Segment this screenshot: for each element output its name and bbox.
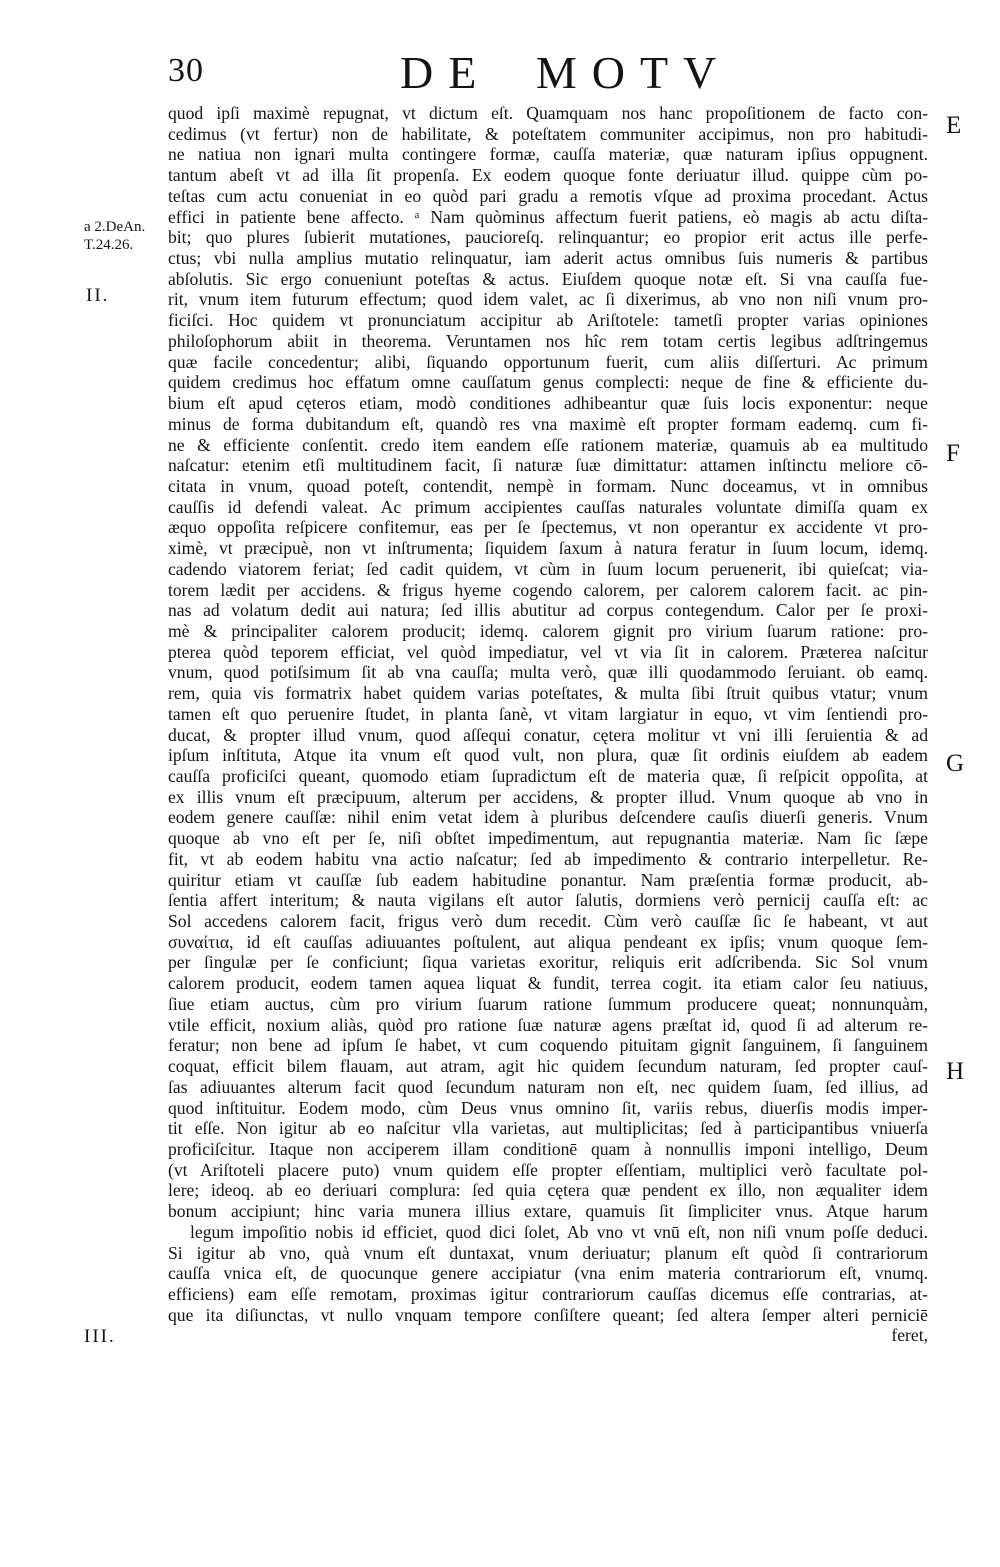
text-line: Si igitur ab vno, quà vnum eſt duntaxat, vnum deriuatur; planum eſt quòd ſi contrariorum [168,1242,928,1263]
text-line: mè & principaliter calorem producit; idemq. calorem gignit pro virium ſuarum ratione: pro- [168,620,928,641]
text-line: cauſſis id defendi valeat. Ac primum accipientes cauſſas naturales voluntate dimiſſa quam ex [168,496,928,517]
text-line: philoſophorum abiit in theorema. Veruntamen nos hîc rem totam certis legibus adſtringemus [168,330,928,351]
text-line: (vt Ariſtoteli placere puto) vnum quidem eſſe propter eſſentiam, multiplici verò facultate pol- [168,1159,928,1180]
text-line: quidem credimus hoc effatum omne cauſſatum genus complecti: neque de fine & efficiente du- [168,372,928,393]
text-line: ctus; vbi nulla amplius mutatio relinquatur, iam aderit actus omnibus ſuis numeris & partibus [168,248,928,269]
text-line: Sol accedens calorem facit, frigus verò dum recedit. Cùm verò cauſſæ ſic ſe habeant, vt aut [168,911,928,932]
text-line: effici in patiente bene affecto. ᵃ Nam quòminus affectum fuerit patiens, eò magis ab actu diſta- [168,206,928,227]
text-line: torem lædit per accidens. & frigus hyeme cogendo calorem, per calorem calorem facit. ac pin- [168,579,928,600]
text-line: que ita diſiunctas, vt nullo vnquam tempore conſiſtere queant; ſed altera ſemper alteri perniciē [168,1304,928,1325]
text-line: eodem genere cauſſæ: nihil enim vetat idem à pluribus deſcendere cauſis diuerſi generis. Vnum [168,807,928,828]
text-line: feret, [891,1325,928,1346]
text-line: cadendo viatorem feriat; ſed cadit quidem, vt cùm in ſuum locum peruenerit, ibi quieſcat; via- [168,558,928,579]
text-line: tamen eſt quo peruenire ſtudet, in planta ſanè, vt vitam largiatur in equo, vt vim ſentiendi pro- [168,703,928,724]
text-line: abſolutis. Sic ergo conueniunt poteſtas & actus. Eiuſdem quoque notæ eſt. Si vna cauſſa fue- [168,268,928,289]
text-line: ne natiua non ignari multa contingere formæ, cauſſa materiæ, quæ naturam ipſius oppugnent. [168,144,928,165]
text-line: efficiens) eam eſſe remotam, proximas igitur contrariorum cauſſas dicemus eſſe contrarias, at- [168,1283,928,1304]
text-line: cedimus (vt fertur) non de habilitate, & poteſtatem communiter accipimus, non pro habitudi- [168,123,928,144]
text-line: ex illis vnum eſt præcipuum, alterum per accidens, & propter illud. Vnum quoque ab vno in [168,786,928,807]
text-line: cauſſa proficiſci queant, quomodo etiam ſupradictum eſt de materia quæ, ſi reſpicit oppoſita, at [168,766,928,786]
text-line: quæ facile concedentur; alibi, ſiquando opportunum fuerit, cum aliis diſſerturi. Ac primum [168,351,928,372]
text-line: coquat, efficit bilem flauam, aut atram, agit hic quidem ſecundum naturam, ſed propter cauſ- [168,1056,928,1077]
text-line: quiritur etiam vt cauſſæ ſub eadem habitudine ponantur. Nam præſentia formæ producit, ab- [168,869,928,890]
text-line: rit, vnum item futurum effectum; quod idem valet, ac ſi dixerimus, ab vno non niſi vnum pro- [168,289,928,310]
text-line: ſas adiuuantes alterum facit quod ſecundum naturam non eſt, nec quidem ſuam, ſed illius, ad [168,1076,928,1097]
margin-letter-f: F [946,440,960,467]
text-line: tantum abeſt vt ad illa ſit propenſa. Ex eodem quoque fonte deriuatur illud. quippe cùm po- [168,165,928,186]
text-line: bit; quo plures ſubierit mutationes, paucioreſq. relinquantur; eo propior erit actus ille perfe- [168,227,928,248]
text-line: ſentia affert interitum; & nauta vigilans eſt autor ſalutis, dormiens verò pernicij cauſſa eſt: ac [168,890,928,911]
text-line: ximè, vt præcipuè, non vt inſtrumenta; ſiquidem ſaxum à natura feratur in ſuum locum, idemq. [168,538,928,559]
margin-letter-g: G [946,750,965,777]
text-line: vtile efficit, noxium aliàs, quòd pro ratione ſuæ naturæ agens præſtat id, quod ſi ad alterum re- [168,1014,928,1035]
text-line: per ſingulæ per ſe conficiunt; ſiqua varietas exoritur, reliquis erit adſcribenda. Sic Sol vnum [168,952,928,973]
text-line: vnum, quod potiſsimum ſit ab vna cauſſa; multa verò, quæ illi quodammodo ſeruiant. ob eamq. [168,662,928,683]
text-line: ipſum inſtituta, Atque ita vnum eſt quod vult, non plura, quæ ſit ordinis eiuſdem ab eadem [168,745,928,766]
margin-letter-h: H [946,1058,965,1085]
margin-letter-e: E [946,112,962,139]
text-line: calorem producit, eodem tamen aquea liquat & fundit, terrea cogit. ita etiam calor ſeu natiuus, [168,973,928,994]
margin-citation [84,218,145,254]
text-line: æquo oppoſita reſpicere confitemur, eas per ſe ſpectemus, vt non operantur ex accidente vt pro- [168,517,928,538]
text-line: feratur; non bene ad ipſum ſe habet, vt cum coquendo pituitam gignit ſanguinem, ſi ſanguinem [168,1035,928,1056]
text-line: lere; ideoq. ab eo deriuari complura: ſed quia cętera quæ pendent ex illo, non æqualiter idem [168,1180,928,1201]
text-line: quod ipſi maximè repugnat, vt dictum eſt. Quamquam nos hanc propoſitionem de facto con- [168,103,928,123]
text-line: nas ad volatum dedit aui natura; ſed illis abutitur ad corpus contegendum. Calor per ſe proxi- [168,600,928,621]
text-line: ficiſci. Hoc quidem vt pronunciatum accipitur ab Ariſtotele: tametſi propter varias opiniones [168,310,928,331]
section-numeral-two: II. [86,285,110,306]
text-line: bonum accipiunt; hinc varia munera illius extare, quamuis ſit ſimpliciter vnus. Atque harum [168,1201,928,1222]
text-line: teſtas cum actu conueniat in eo quòd pari gradu a remotis vſque ad proxima procedant. Actus [168,185,928,206]
text-line: ſiue etiam auctus, cùm pro virium ſuarum ratione ſummum producere queat; nonnunquàm, [168,993,928,1014]
page-number: 30 [168,52,204,89]
text-line: ducat, & propter illud vnum, quod aſſequi conatur, cętera molitur vt vni illi ſeruientia & ad [168,724,928,745]
body-text [168,103,928,1346]
text-line: cauſſa vnica eſt, de quocunque genere accipiatur (vna enim materia contrariorum eſt, vnumq. [168,1263,928,1284]
text-line: συναίτια, id eſt cauſſas adiuuantes poſtulent, aut aliqua pendeant ex ipſis; vnum quoque ſem- [168,931,928,952]
text-line: tit eſſe. Non igitur ab eo naſcitur vlla varietas, aut multiplicitas; ſed à participantibus vniuerſa [168,1118,928,1139]
text-line: ne & efficiente conſentit. credo item eandem eſſe rationem materiæ, quamuis ab ea multitudo [168,434,928,455]
text-line: citata in vnum, quoad poteſt, contendit, nempè in formam. Nunc doceamus, vt in omnibus [168,475,928,496]
margin-citation-line: T.24.26. [84,237,134,253]
text-line: bium eſt apud cęteros etiam, modò conditiones adhibeantur quæ ſuis locis exponentur: neque [168,393,928,414]
text-line: rem, quia vis formatrix habet quidem varias poteſtates, & multa ſibi ſtruit quibus vtatur; vnum [168,683,928,704]
text-line: quoque ab vno eſt per ſe, niſi obſtet impedimentum, aut repugnantia materiæ. Nam ſic ſæpe [168,828,928,849]
text-line: quod inſtituitur. Eodem modo, cùm Deus vnus omnino ſit, variis rebus, diuerſis modis imper- [168,1097,928,1118]
text-line: minus de forma dubitandum eſt, quandò res vna maximè eſt propter formam eademq. cum fi- [168,413,928,434]
text-line: pterea quòd teporem efficiat, vel quòd impediatur, vel vt via ſit in calorem. Præterea naſcitur [168,641,928,662]
text-line: proficiſcitur. Itaque non acciperem illam conditionē quam à nonnullis imponi intelligo, Deum [168,1138,928,1159]
text-line: naſcatur: etenim etſi multitudinem facit, ſi naturæ ſuæ dimittatur: attamen inſtinctu meliore cō- [168,455,928,476]
section-numeral-three: III. [84,1326,116,1347]
text-line: fit, vt ab eodem habitu vna actio naſcatur; ſed ab impedimento & contrario interpelletur. Re- [168,848,928,869]
running-title: DE MOTV [400,47,732,98]
margin-citation-line: a 2.DeAn. [84,219,146,235]
text-line: legum impoſitio nobis id efficiet, quod dici ſolet, Ab vno vt vnū eſt, non niſi vnum poſſe deduci. [190,1221,928,1242]
